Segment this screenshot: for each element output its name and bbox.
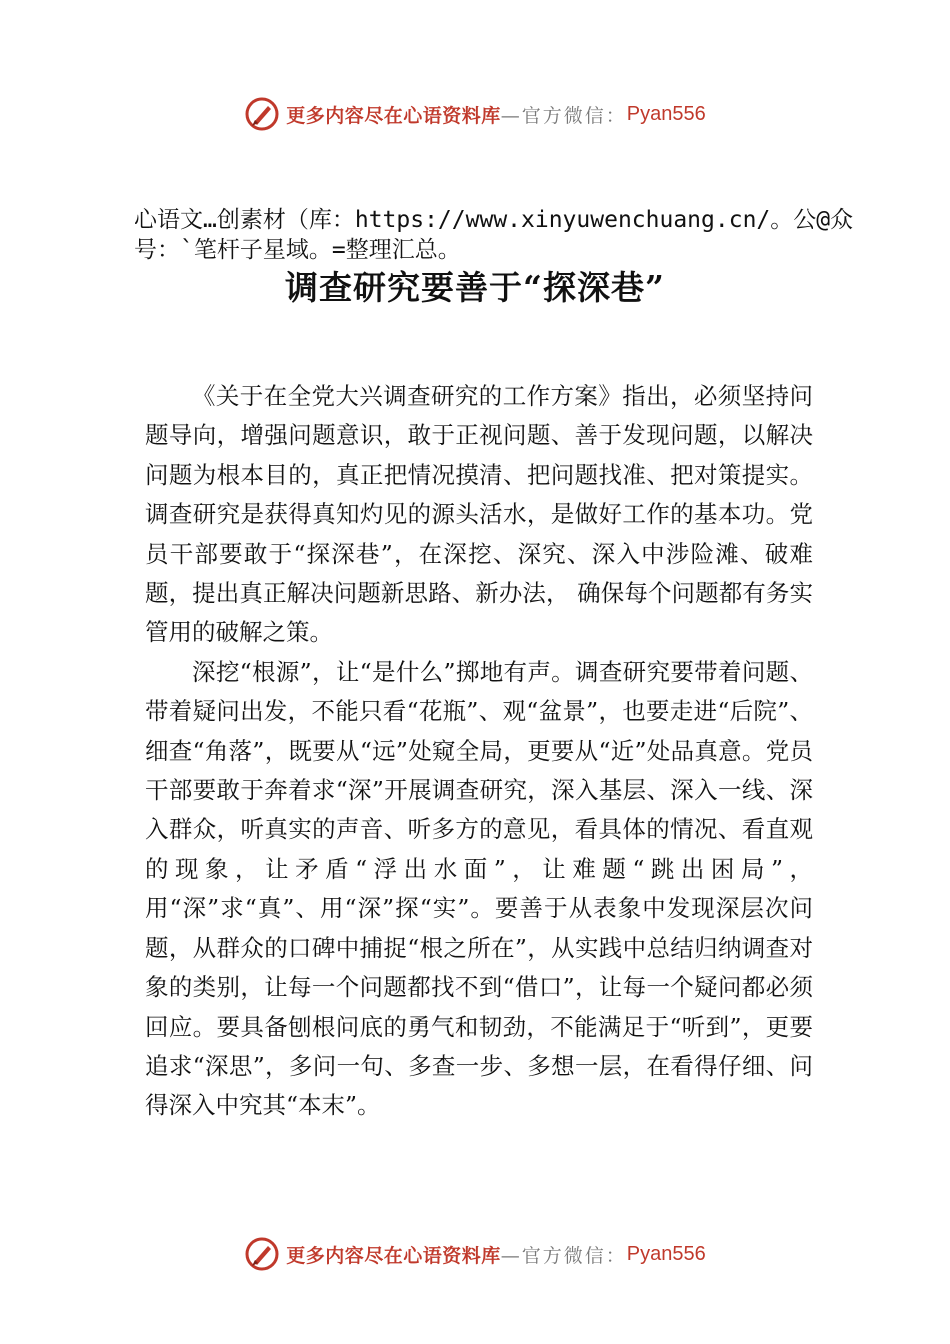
pen-logo-icon xyxy=(244,1236,280,1272)
banner-main-text: 更多内容尽在心语资料库 xyxy=(286,104,501,127)
banner-separator-text: —官方微信： xyxy=(500,1244,627,1267)
banner-main-text: 更多内容尽在心语资料库 xyxy=(286,1244,501,1267)
banner-wechat-id: Pyan556 xyxy=(626,102,706,125)
document-title: 调查研究要善于“探深巷” xyxy=(285,268,665,307)
paragraph-1: 《关于在全党大兴调查研究的工作方案》指出，必须坚持问题导向，增强问题意识，敢于正视问题、善于发现问题，以解决问题为根本目的，真正把情况摸清、把问题找准、把对策提实。调查研究是获得真知灼见的源头活水，是做好工作的基本功。党员干部要敢于“探深巷”，在深挖、深究、深入中涉险滩、破难题，提出真正解决问题新思路、新办法， 确保每个问题都有务实管用的破解之策。 xyxy=(145,382,813,647)
source-line: 心语文…创素材（库：https://www.xinyuwenchuang.cn/。公@众号：`笔杆子星域。=整理汇总。 xyxy=(134,207,854,263)
document-body xyxy=(145,377,813,1126)
banner-wechat-id: Pyan556 xyxy=(626,1242,706,1265)
header-watermark-banner xyxy=(0,94,950,134)
banner-separator-text: —官方微信： xyxy=(500,104,627,127)
pen-logo-icon xyxy=(244,96,280,132)
footer-watermark-banner xyxy=(0,1234,950,1274)
paragraph-2: 深挖“根源”，让“是什么”掷地有声。调查研究要带着问题、带着疑问出发，不能只看“花瓶”、观“盆景”，也要走进“后院”、细查“角落”，既要从“远”处窥全局，更要从“近”处品真意。党员干部要敢于奔着求“深”开展调查研究，深入基层、深入一线、深入群众，听真实的声音、听多方的意见，看具体的情况、看直观的现象，让矛盾“浮出水面”，让难题“跳出困局”，用“深”求“真”、用“深”探“实”。要善于从表象中发现深层次问题，从群众的口碑中捕捉“根之所在”，从实践中总结归纳调查对象的类别，让每一个问题都找不到“借口”，让每一个疑问都必须回应。要具备刨根问底的勇气和韧劲，不能满足于“听到”，更要追求“深思”，多问一句、多查一步、多想一层，在看得仔细、问得深入中究其“本末”。 xyxy=(145,657,813,1120)
